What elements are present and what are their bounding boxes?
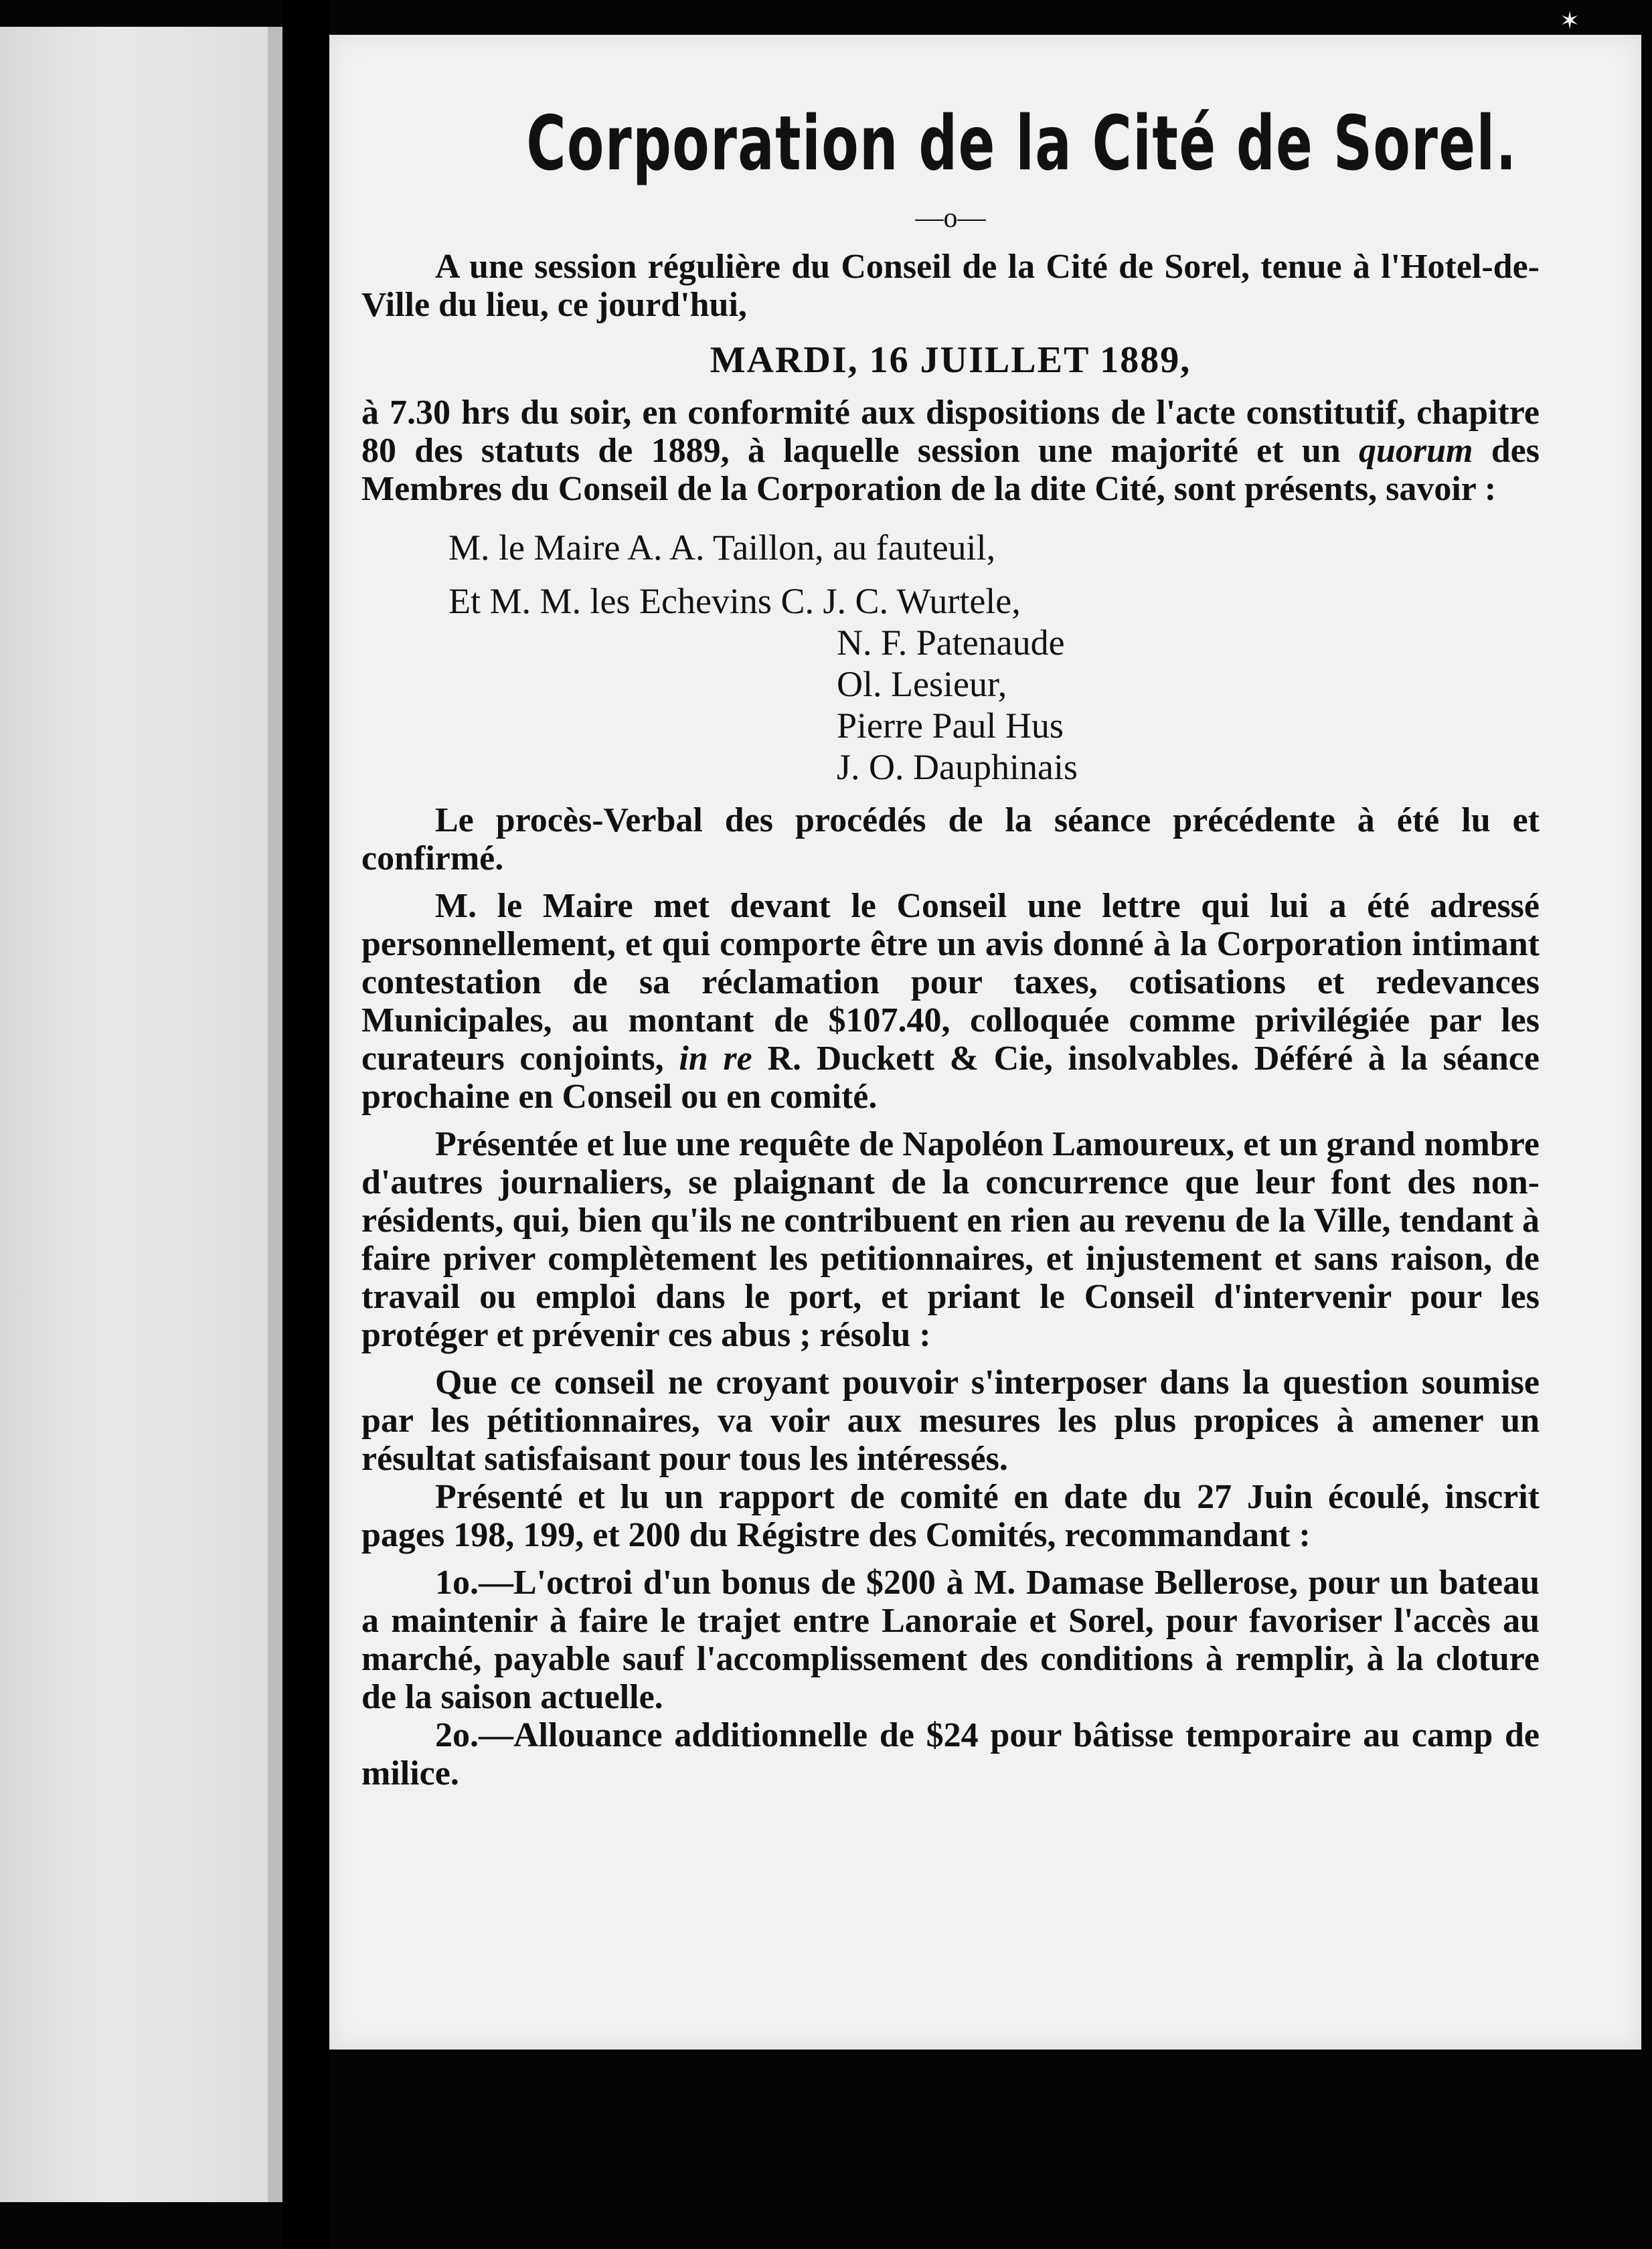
maire-letter-text-1: M. le Maire met devant le Conseil une lettre qui lui a été adressé personnellement, et qui comporte être un avis donné à la Corporation intimant contestation de sa réclamation pour taxes, cotisations et redevances Municipales, au montant de $107.40, colloquée comme privilégiée par les curateurs conjoints,: [361, 887, 1540, 1078]
session-paragraph: [361, 394, 1540, 508]
resolution-paragraph: Que ce conseil ne croyant pouvoir s'interposer dans la question soumise par les pétitionnaires, va voir aux mesures les plus propices à amener un résultat satisfaisant pour tous les intéressés.: [361, 1363, 1540, 1478]
echevin-name-4: Pierre Paul Hus: [837, 705, 1064, 746]
maire-letter-text-2: R. Duckett & Cie, insolvables. Déféré à la séance prochaine en Conseil ou en comité.: [361, 1039, 1540, 1116]
in-re-phrase: in re: [679, 1039, 752, 1078]
adjacent-page: [0, 27, 281, 2202]
requete-paragraph: Présentée et lue une requête de Napoléon Lamoureux, et un grand nombre d'autres journaliers, se plaignant de la concurrence que leur font des non-résidents, qui, bien qu'ils ne contribuent en rien au revenu de la Ville, tendant à faire priver complètement les petitionnaires, et injustement et sans raison, de travail ou emploi dans le port, et priant le Conseil d'intervenir pour les protéger et prévenir ces abus ; résolu :: [361, 1125, 1540, 1354]
section-divider: —o—: [915, 203, 986, 234]
rapport-paragraph: Présenté et lu un rapport de comité en date du 27 Juin écoulé, inscrit pages 198, 199, et 200 du Régistre des Comités, recommandant :: [361, 1478, 1540, 1554]
mayor-line: M. le Maire A. A. Taillon, au fauteuil,: [448, 527, 996, 568]
corner-mark: ✶: [1560, 7, 1580, 34]
echevin-name-1: C. J. C. Wurtele,: [780, 581, 1021, 621]
echevins-list: [837, 622, 1540, 788]
proces-verbal-paragraph: Le procès-Verbal des procédés de la séance précédente à été lu et confirmé.: [361, 801, 1540, 878]
session-text-part-1: à 7.30 hrs du soir, en conformité aux dispositions de l'acte constitutif, chapitre 80 des statuts de 1889, à laquelle session une majorité et un: [361, 394, 1540, 470]
echevin-name-2: N. F. Patenaude: [837, 622, 1065, 663]
item-2-paragraph: 2o.—Allouance additionnelle de $24 pour bâtisse temporaire au camp de milice.: [361, 1716, 1540, 1793]
echevins-intro: Et M. M. les Echevins: [448, 581, 781, 621]
document-content: [361, 100, 1540, 1793]
adjacent-page-edge: [268, 27, 282, 2202]
echevin-name-5: J. O. Dauphinais: [837, 747, 1078, 787]
binding-gutter: [282, 0, 329, 2249]
quorum-word: quorum: [1358, 432, 1473, 470]
echevins-block: [448, 580, 1540, 788]
maire-letter-paragraph: [361, 887, 1540, 1116]
page-title: Corporation de la Cité de Sorel.: [526, 100, 1517, 187]
session-date: MARDI, 16 JUILLET 1889,: [710, 339, 1191, 381]
echevin-name-3: Ol. Lesieur,: [837, 664, 1007, 704]
session-text-part-2: des Membres du Conseil de la Corporation de la dite Cité, sont présents, savoir :: [361, 432, 1540, 508]
item-1-paragraph: 1o.—L'octroi d'un bonus de $200 à M. Damase Bellerose, pour un bateau a maintenir à faire le trajet entre Lanoraie et Sorel, pour favoriser l'accès au marché, payable sauf l'accomplissement des conditions à remplir, à la cloture de la saison actuelle.: [361, 1564, 1540, 1716]
intro-paragraph: A une session régulière du Conseil de la Cité de Sorel, tenue à l'Hotel-de-Ville du lieu, ce jourd'hui,: [361, 248, 1540, 324]
